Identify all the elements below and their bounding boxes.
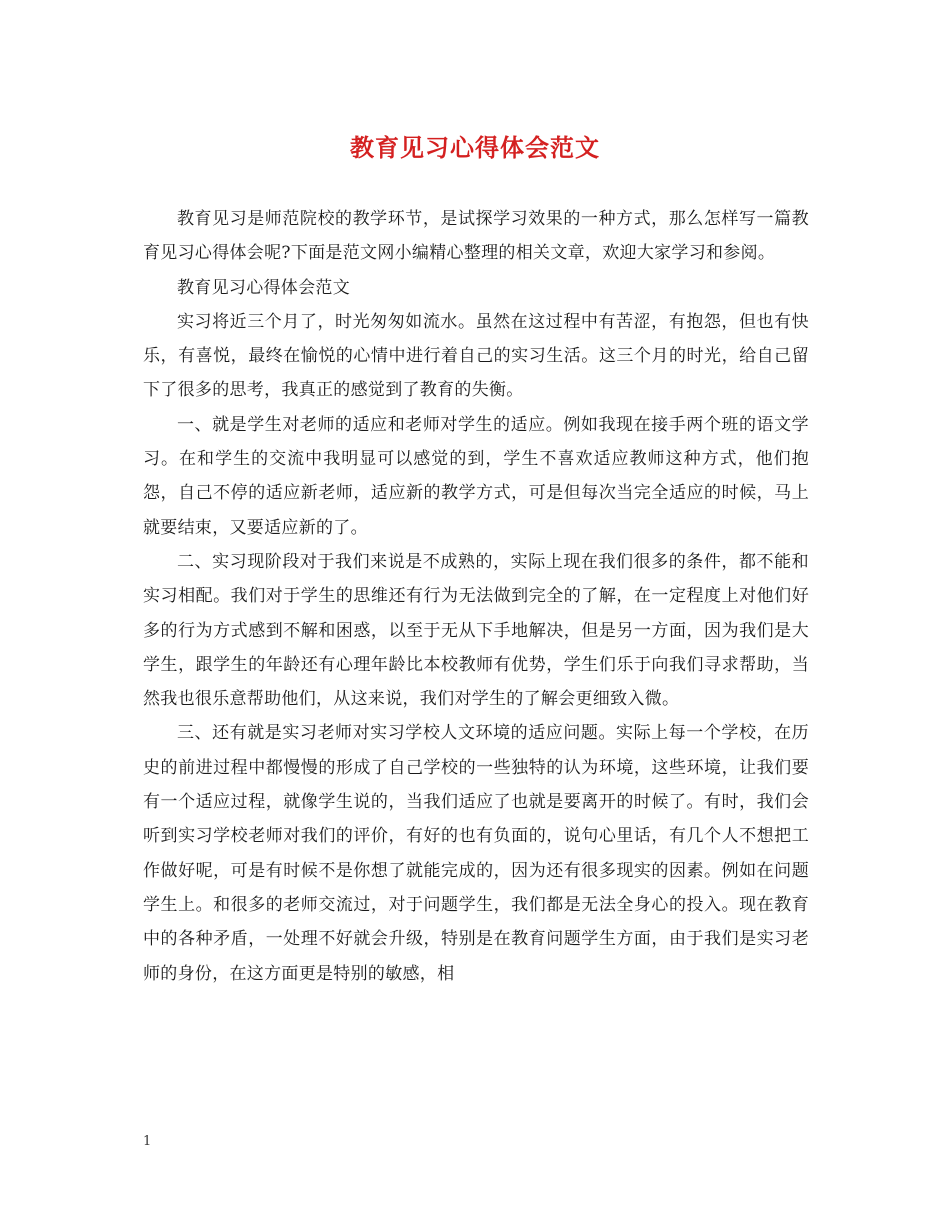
- paragraph-subtitle: 教育见习心得体会范文: [177, 277, 350, 298]
- paragraph-point-two: 二、实习现阶段对于我们来说是不成熟的，实际上现在我们很多的条件，都不能和实习相配。我们对于学生的思维还有行为无法做到完全的了解，在一定程度上对他们好多的行为方式感到不解和困惑，以至于无从下手地解决，但是另一方面，因为我们是大学生，跟学生的年龄还有心理年龄比本校教师有优势，学生们乐于向我们寻求帮助，当然我也很乐意帮助他们，从这来说，我们对学生的了解会更细致入微。: [143, 551, 809, 710]
- page-number: 1: [143, 1134, 152, 1149]
- paragraph-point-one: 一、就是学生对老师的适应和老师对学生的适应。例如我现在接手两个班的语文学习。在和学生的交流中我明显可以感觉的到，学生不喜欢适应教师这种方式，他们抱怨，自己不停的适应新老师，适应新的教学方式，可是但每次当完全适应的时候，马上就要结束，又要适应新的了。: [143, 414, 809, 538]
- document-body: [143, 202, 809, 991]
- paragraph-opening: 实习将近三个月了，时光匆匆如流水。虽然在这过程中有苦涩，有抱怨，但也有快乐，有喜悦，最终在愉悦的心情中进行着自己的实习生活。这三个月的时光，给自己留下了很多的思考，我真正的感觉到了教育的失衡。: [143, 311, 809, 401]
- paragraph-point-three: 三、还有就是实习老师对实习学校人文环境的适应问题。实际上每一个学校，在历史的前进过程中都慢慢的形成了自己学校的一些独特的认为环境，这些环境，让我们要有一个适应过程，就像学生说的，当我们适应了也就是要离开的时候了。有时，我们会听到实习学校老师对我们的评价，有好的也有负面的，说句心里话，有几个人不想把工作做好呢，可是有时候不是你想了就能完成的，因为还有很多现实的因素。例如在问题学生上。和很多的老师交流过，对于问题学生，我们都是无法全身心的投入。现在教育中的各种矛盾，一处理不好就会升级，特别是在教育问题学生方面，由于我们是实习老师的身份，在这方面更是特别的敏感，相: [143, 723, 809, 984]
- document-title: 教育见习心得体会范文: [350, 133, 600, 162]
- paragraph-intro: 教育见习是师范院校的教学环节，是试探学习效果的一种方式，那么怎样写一篇教育见习心得体会呢?下面是范文网小编精心整理的相关文章，欢迎大家学习和参阅。: [143, 209, 809, 264]
